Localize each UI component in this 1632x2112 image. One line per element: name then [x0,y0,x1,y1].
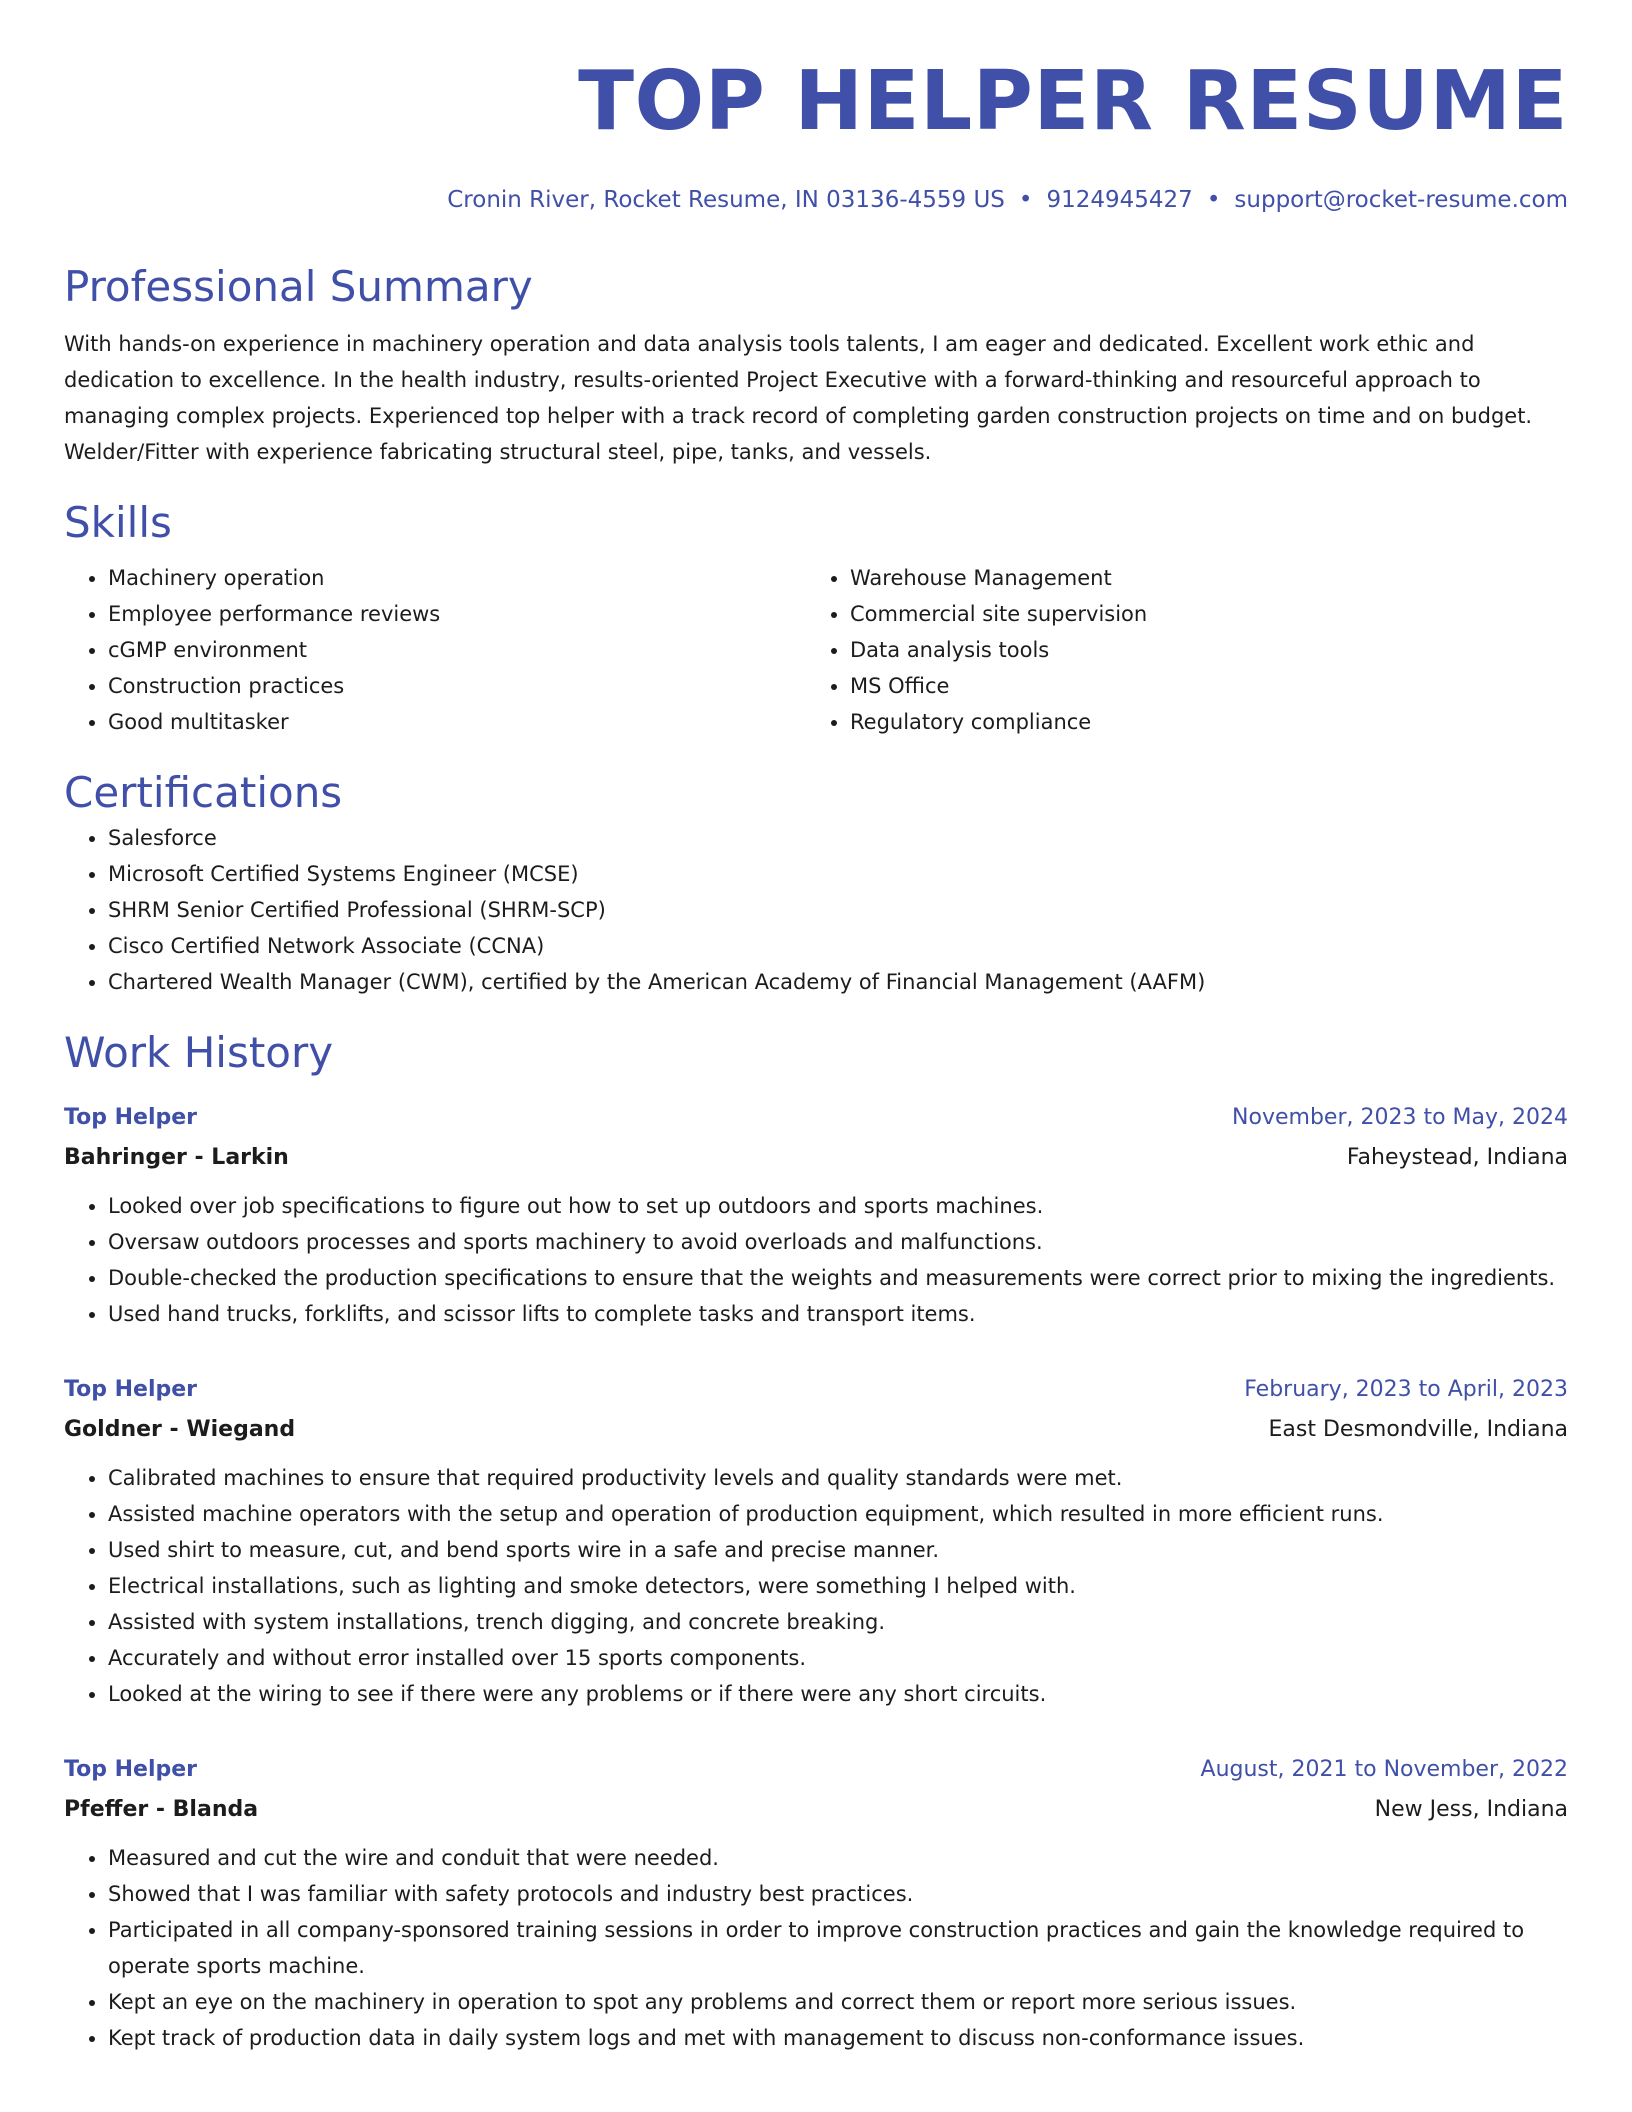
contact-separator: • [1018,187,1033,213]
certification-item: • Chartered Wealth Manager (CWM), certified by the American Academy of Financial Management (AAFM) [108,964,1568,1000]
job-entry [64,1370,1568,1712]
certification-item: • SHRM Senior Certified Professional (SHRM-SCP) [108,892,1568,928]
job-duty-item: • Double-checked the production specifications to ensure that the weights and measurements were correct prior to mixing the ingredients. [108,1260,1568,1296]
job-employer-row [64,1138,1568,1178]
job-duty-item: • Assisted machine operators with the setup and operation of production equipment, which resulted in more efficient runs. [108,1496,1568,1532]
skill-item: • Data analysis tools [850,632,1548,668]
contact-line [64,184,1568,216]
skills-list-left [64,560,806,740]
summary-heading: Professional Summary [64,262,533,311]
job-duty-item: • Used shirt to measure, cut, and bend sports wire in a safe and precise manner. [108,1532,1568,1568]
skills-heading: Skills [64,498,172,547]
job-duty-item: • Kept track of production data in daily system logs and met with management to discuss non-conformance issues. [108,2020,1568,2056]
certification-item: • Salesforce [108,820,1568,856]
skill-item: • Good multitasker [108,704,806,740]
job-duty-item: • Looked over job specifications to figure out how to set up outdoors and sports machines. [108,1188,1568,1224]
job-header-row [64,1098,1568,1138]
job-duties-list [64,1460,1568,1712]
job-header-row [64,1370,1568,1410]
job-duty-item: • Measured and cut the wire and conduit that were needed. [108,1840,1568,1876]
job-title: Top Helper [64,1105,197,1130]
job-duty-item: • Looked at the wiring to see if there were any problems or if there were any short circuits. [108,1676,1568,1712]
skill-item: • Machinery operation [108,560,806,596]
job-dates: November, 2023 to May, 2024 [1232,1105,1568,1130]
job-duty-item: • Participated in all company-sponsored training sessions in order to improve construction practices and gain the knowledge required to operate sports machine. [108,1912,1568,1984]
job-company: Bahringer - Larkin [64,1145,289,1170]
resume-name: TOP HELPER RESUME [578,54,1568,149]
job-title: Top Helper [64,1377,197,1402]
certifications-list [64,820,1568,1000]
skill-item: • Commercial site supervision [850,596,1548,632]
work-history-heading: Work History [64,1028,334,1077]
job-duties-list [64,1188,1568,1332]
contact-email[interactable]: support@rocket-resume.com [1234,187,1568,213]
job-duty-item: • Assisted with system installations, trench digging, and concrete breaking. [108,1604,1568,1640]
job-location: East Desmondville, Indiana [1268,1417,1568,1442]
job-company: Pfeffer - Blanda [64,1797,259,1822]
job-entry [64,1098,1568,1332]
job-header-row [64,1750,1568,1790]
certifications-heading: Certifications [64,768,343,817]
job-dates: February, 2023 to April, 2023 [1244,1377,1568,1402]
skill-item: • Construction practices [108,668,806,704]
certification-item: • Microsoft Certified Systems Engineer (MCSE) [108,856,1568,892]
contact-phone: 9124945427 [1046,187,1193,213]
job-duty-item: • Calibrated machines to ensure that required productivity levels and quality standards were met. [108,1460,1568,1496]
skill-item: • MS Office [850,668,1548,704]
job-duty-item: • Kept an eye on the machinery in operation to spot any problems and correct them or report more serious issues. [108,1984,1568,2020]
job-duties-list [64,1840,1568,2056]
job-duty-item: • Accurately and without error installed over 15 sports components. [108,1640,1568,1676]
job-duty-item: • Used hand trucks, forklifts, and scissor lifts to complete tasks and transport items. [108,1296,1568,1332]
job-location: New Jess, Indiana [1374,1797,1568,1822]
skill-item: • Regulatory compliance [850,704,1548,740]
contact-separator: • [1206,187,1221,213]
certification-item: • Cisco Certified Network Associate (CCNA) [108,928,1568,964]
job-duty-item: • Electrical installations, such as lighting and smoke detectors, were something I helped with. [108,1568,1568,1604]
skills-list-right [806,560,1548,740]
job-duty-item: • Oversaw outdoors processes and sports machinery to avoid overloads and malfunctions. [108,1224,1568,1260]
job-entry [64,1750,1568,2056]
contact-address: Cronin River, Rocket Resume, IN 03136-4559 US [447,187,1005,213]
summary-text: With hands-on experience in machinery operation and data analysis tools talents, I am eager and dedicated. Excellent work ethic and dedication to excellence. In the health industry, results-oriented Project Executive with a forward-thinking and resourceful approach to managing complex projects. Experienced top helper with a track record of completing garden construction projects on time and on budget. Welder/Fitter with experience fabricating structural steel, pipe, tanks, and vessels. [64,332,1533,464]
job-employer-row [64,1410,1568,1450]
job-dates: August, 2021 to November, 2022 [1200,1757,1568,1782]
skill-item: • cGMP environment [108,632,806,668]
job-location: Faheystead, Indiana [1346,1145,1568,1170]
skills-grid [64,560,1568,740]
job-employer-row [64,1790,1568,1830]
job-company: Goldner - Wiegand [64,1417,296,1442]
job-title: Top Helper [64,1757,197,1782]
skill-item: • Warehouse Management [850,560,1548,596]
job-duty-item: • Showed that I was familiar with safety protocols and industry best practices. [108,1876,1568,1912]
skill-item: • Employee performance reviews [108,596,806,632]
